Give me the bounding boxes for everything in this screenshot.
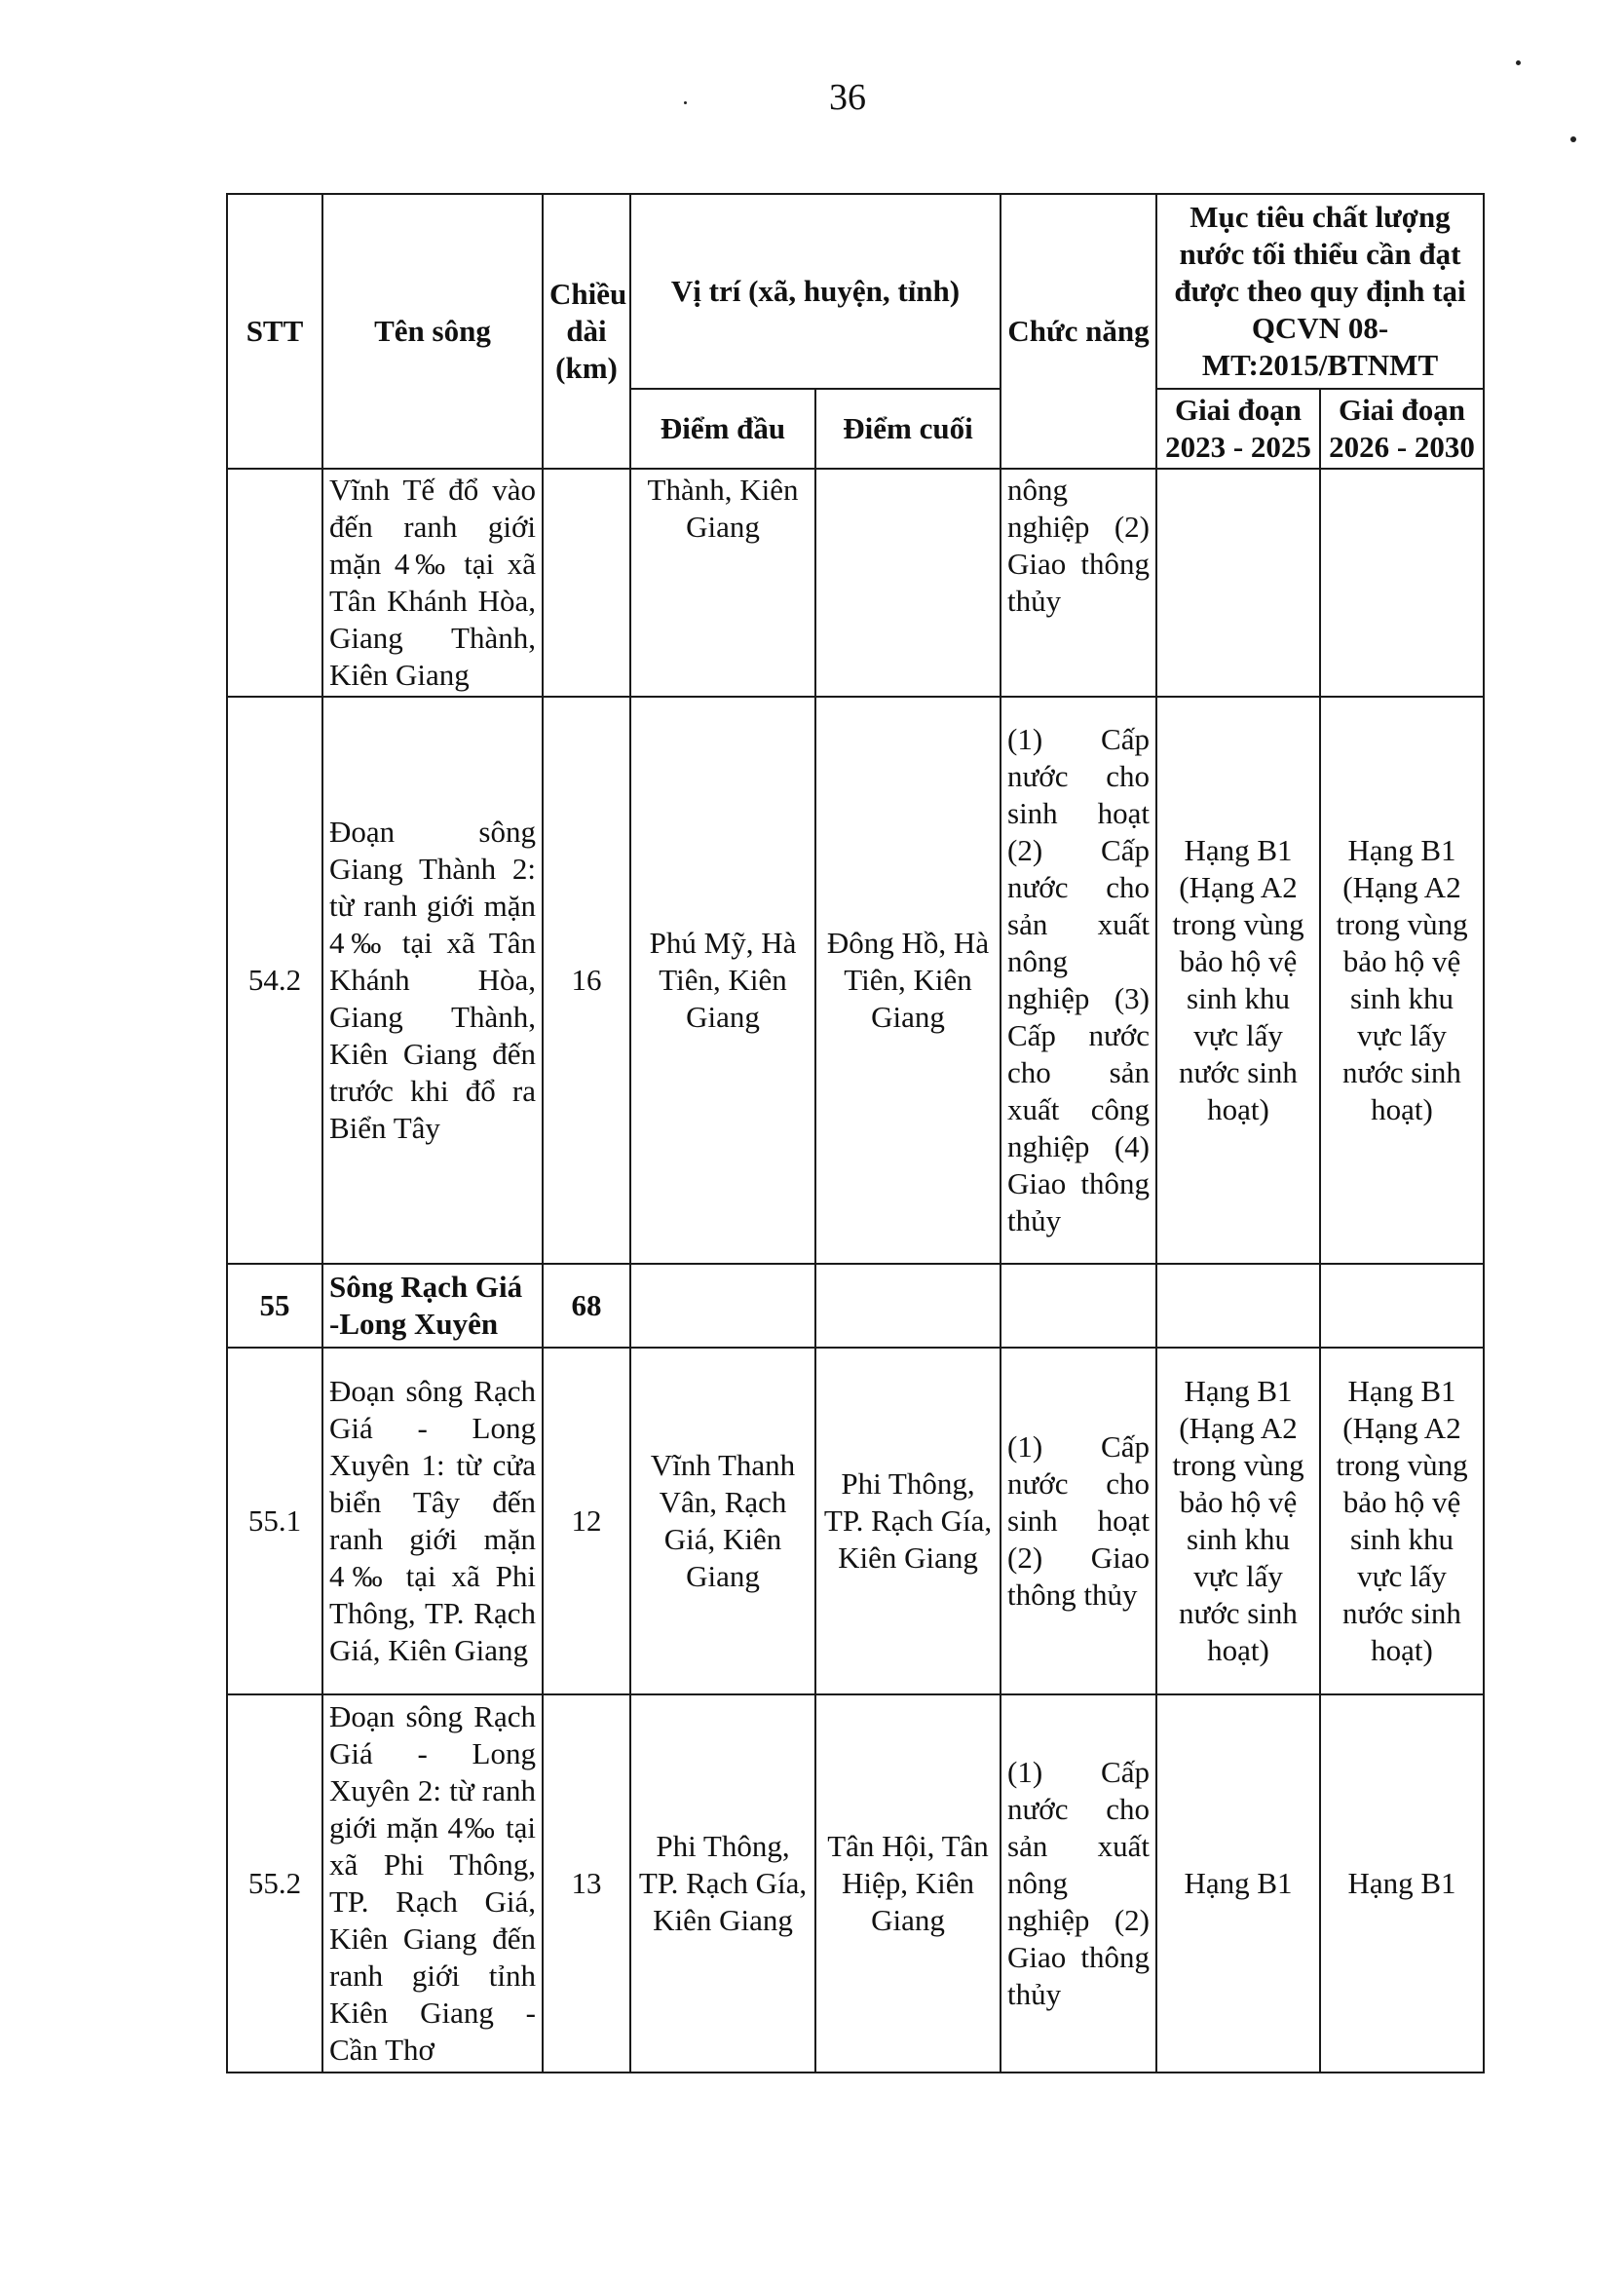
cell-ten-song: Sông Rạch Giá -Long Xuyên <box>322 1264 543 1348</box>
header-vi-tri: Vị trí (xã, huyện, tỉnh) <box>630 194 1001 389</box>
cell-stt <box>227 469 322 697</box>
scan-speck <box>684 101 687 104</box>
cell-giai-doan-2 <box>1320 1264 1484 1348</box>
cell-chuc-nang: nông nghiệp (2) Giao thông thủy <box>1001 469 1156 697</box>
table-row <box>227 1348 1484 1694</box>
header-ten-song: Tên sông <box>322 194 543 469</box>
cell-giai-doan-2: Hạng B1 (Hạng A2 trong vùng bảo hộ vệ sinh khu vực lấy nước sinh hoạt) <box>1320 697 1484 1264</box>
table-row <box>227 1264 1484 1348</box>
cell-diem-cuoi: Phi Thông, TP. Rạch Gía, Kiên Giang <box>815 1348 1001 1694</box>
header-muc-tieu: Mục tiêu chất lượng nước tối thiểu cần đạt được theo quy định tại QCVN 08-MT:2015/BTNMT <box>1156 194 1484 389</box>
cell-chieu-dai: 68 <box>543 1264 630 1348</box>
cell-chuc-nang: (1) Cấp nước cho sản xuất nông nghiệp (2) Giao thông thủy <box>1001 1694 1156 2073</box>
cell-chieu-dai: 12 <box>543 1348 630 1694</box>
table-row <box>227 1694 1484 2073</box>
cell-giai-doan-1 <box>1156 1264 1320 1348</box>
cell-ten-song: Đoạn sông Rạch Giá - Long Xuyên 1: từ cửa biển Tây đến ranh giới mặn 4‰ tại xã Phi Thông, TP. Rạch Giá, Kiên Giang <box>322 1348 543 1694</box>
cell-chieu-dai: 16 <box>543 697 630 1264</box>
header-giai-doan-1: Giai đoạn 2023 - 2025 <box>1156 389 1320 469</box>
cell-stt: 55.1 <box>227 1348 322 1694</box>
header-chuc-nang: Chức năng <box>1001 194 1156 469</box>
cell-diem-cuoi <box>815 1264 1001 1348</box>
cell-diem-dau: Phú Mỹ, Hà Tiên, Kiên Giang <box>630 697 815 1264</box>
cell-diem-dau <box>630 1264 815 1348</box>
river-water-quality-table <box>226 193 1485 2073</box>
table-row <box>227 469 1484 697</box>
cell-diem-dau: Thành, Kiên Giang <box>630 469 815 697</box>
cell-diem-cuoi <box>815 469 1001 697</box>
cell-giai-doan-2 <box>1320 469 1484 697</box>
cell-diem-cuoi: Tân Hội, Tân Hiệp, Kiên Giang <box>815 1694 1001 2073</box>
cell-giai-doan-1 <box>1156 469 1320 697</box>
cell-chuc-nang <box>1001 1264 1156 1348</box>
cell-stt: 55.2 <box>227 1694 322 2073</box>
cell-ten-song: Đoạn sông Rạch Giá - Long Xuyên 2: từ ranh giới mặn 4‰ tại xã Phi Thông, TP. Rạch Giá, Kiên Giang đến ranh giới tỉnh Kiên Giang - Cần Thơ <box>322 1694 543 2073</box>
cell-chuc-nang: (1) Cấp nước cho sinh hoạt (2) Cấp nước cho sản xuất nông nghiệp (3) Cấp nước cho sản xuất công nghiệp (4) Giao thông thủy <box>1001 697 1156 1264</box>
cell-stt: 54.2 <box>227 697 322 1264</box>
cell-giai-doan-1: Hạng B1 <box>1156 1694 1320 2073</box>
cell-giai-doan-2: Hạng B1 <box>1320 1694 1484 2073</box>
table-row <box>227 697 1484 1264</box>
cell-ten-song: Vĩnh Tế đổ vào đến ranh giới mặn 4‰ tại xã Tân Khánh Hòa, Giang Thành, Kiên Giang <box>322 469 543 697</box>
header-stt: STT <box>227 194 322 469</box>
header-giai-doan-2: Giai đoạn 2026 - 2030 <box>1320 389 1484 469</box>
cell-chieu-dai <box>543 469 630 697</box>
header-diem-cuoi: Điểm cuối <box>815 389 1001 469</box>
cell-diem-dau: Phi Thông, TP. Rạch Gía, Kiên Giang <box>630 1694 815 2073</box>
cell-giai-doan-1: Hạng B1 (Hạng A2 trong vùng bảo hộ vệ sinh khu vực lấy nước sinh hoạt) <box>1156 697 1320 1264</box>
cell-chieu-dai: 13 <box>543 1694 630 2073</box>
page-number: 36 <box>829 77 866 118</box>
scan-speck <box>1570 136 1576 142</box>
cell-diem-cuoi: Đông Hồ, Hà Tiên, Kiên Giang <box>815 697 1001 1264</box>
header-chieu-dai: Chiều dài (km) <box>543 194 630 469</box>
cell-giai-doan-2: Hạng B1 (Hạng A2 trong vùng bảo hộ vệ sinh khu vực lấy nước sinh hoạt) <box>1320 1348 1484 1694</box>
scan-speck <box>1516 60 1521 65</box>
cell-stt: 55 <box>227 1264 322 1348</box>
cell-ten-song: Đoạn sông Giang Thành 2: từ ranh giới mặn 4‰ tại xã Tân Khánh Hòa, Giang Thành, Kiên Giang đến trước khi đổ ra Biển Tây <box>322 697 543 1264</box>
cell-chuc-nang: (1) Cấp nước cho sinh hoạt (2) Giao thông thủy <box>1001 1348 1156 1694</box>
header-diem-dau: Điểm đầu <box>630 389 815 469</box>
cell-giai-doan-1: Hạng B1 (Hạng A2 trong vùng bảo hộ vệ sinh khu vực lấy nước sinh hoạt) <box>1156 1348 1320 1694</box>
cell-diem-dau: Vĩnh Thanh Vân, Rạch Giá, Kiên Giang <box>630 1348 815 1694</box>
